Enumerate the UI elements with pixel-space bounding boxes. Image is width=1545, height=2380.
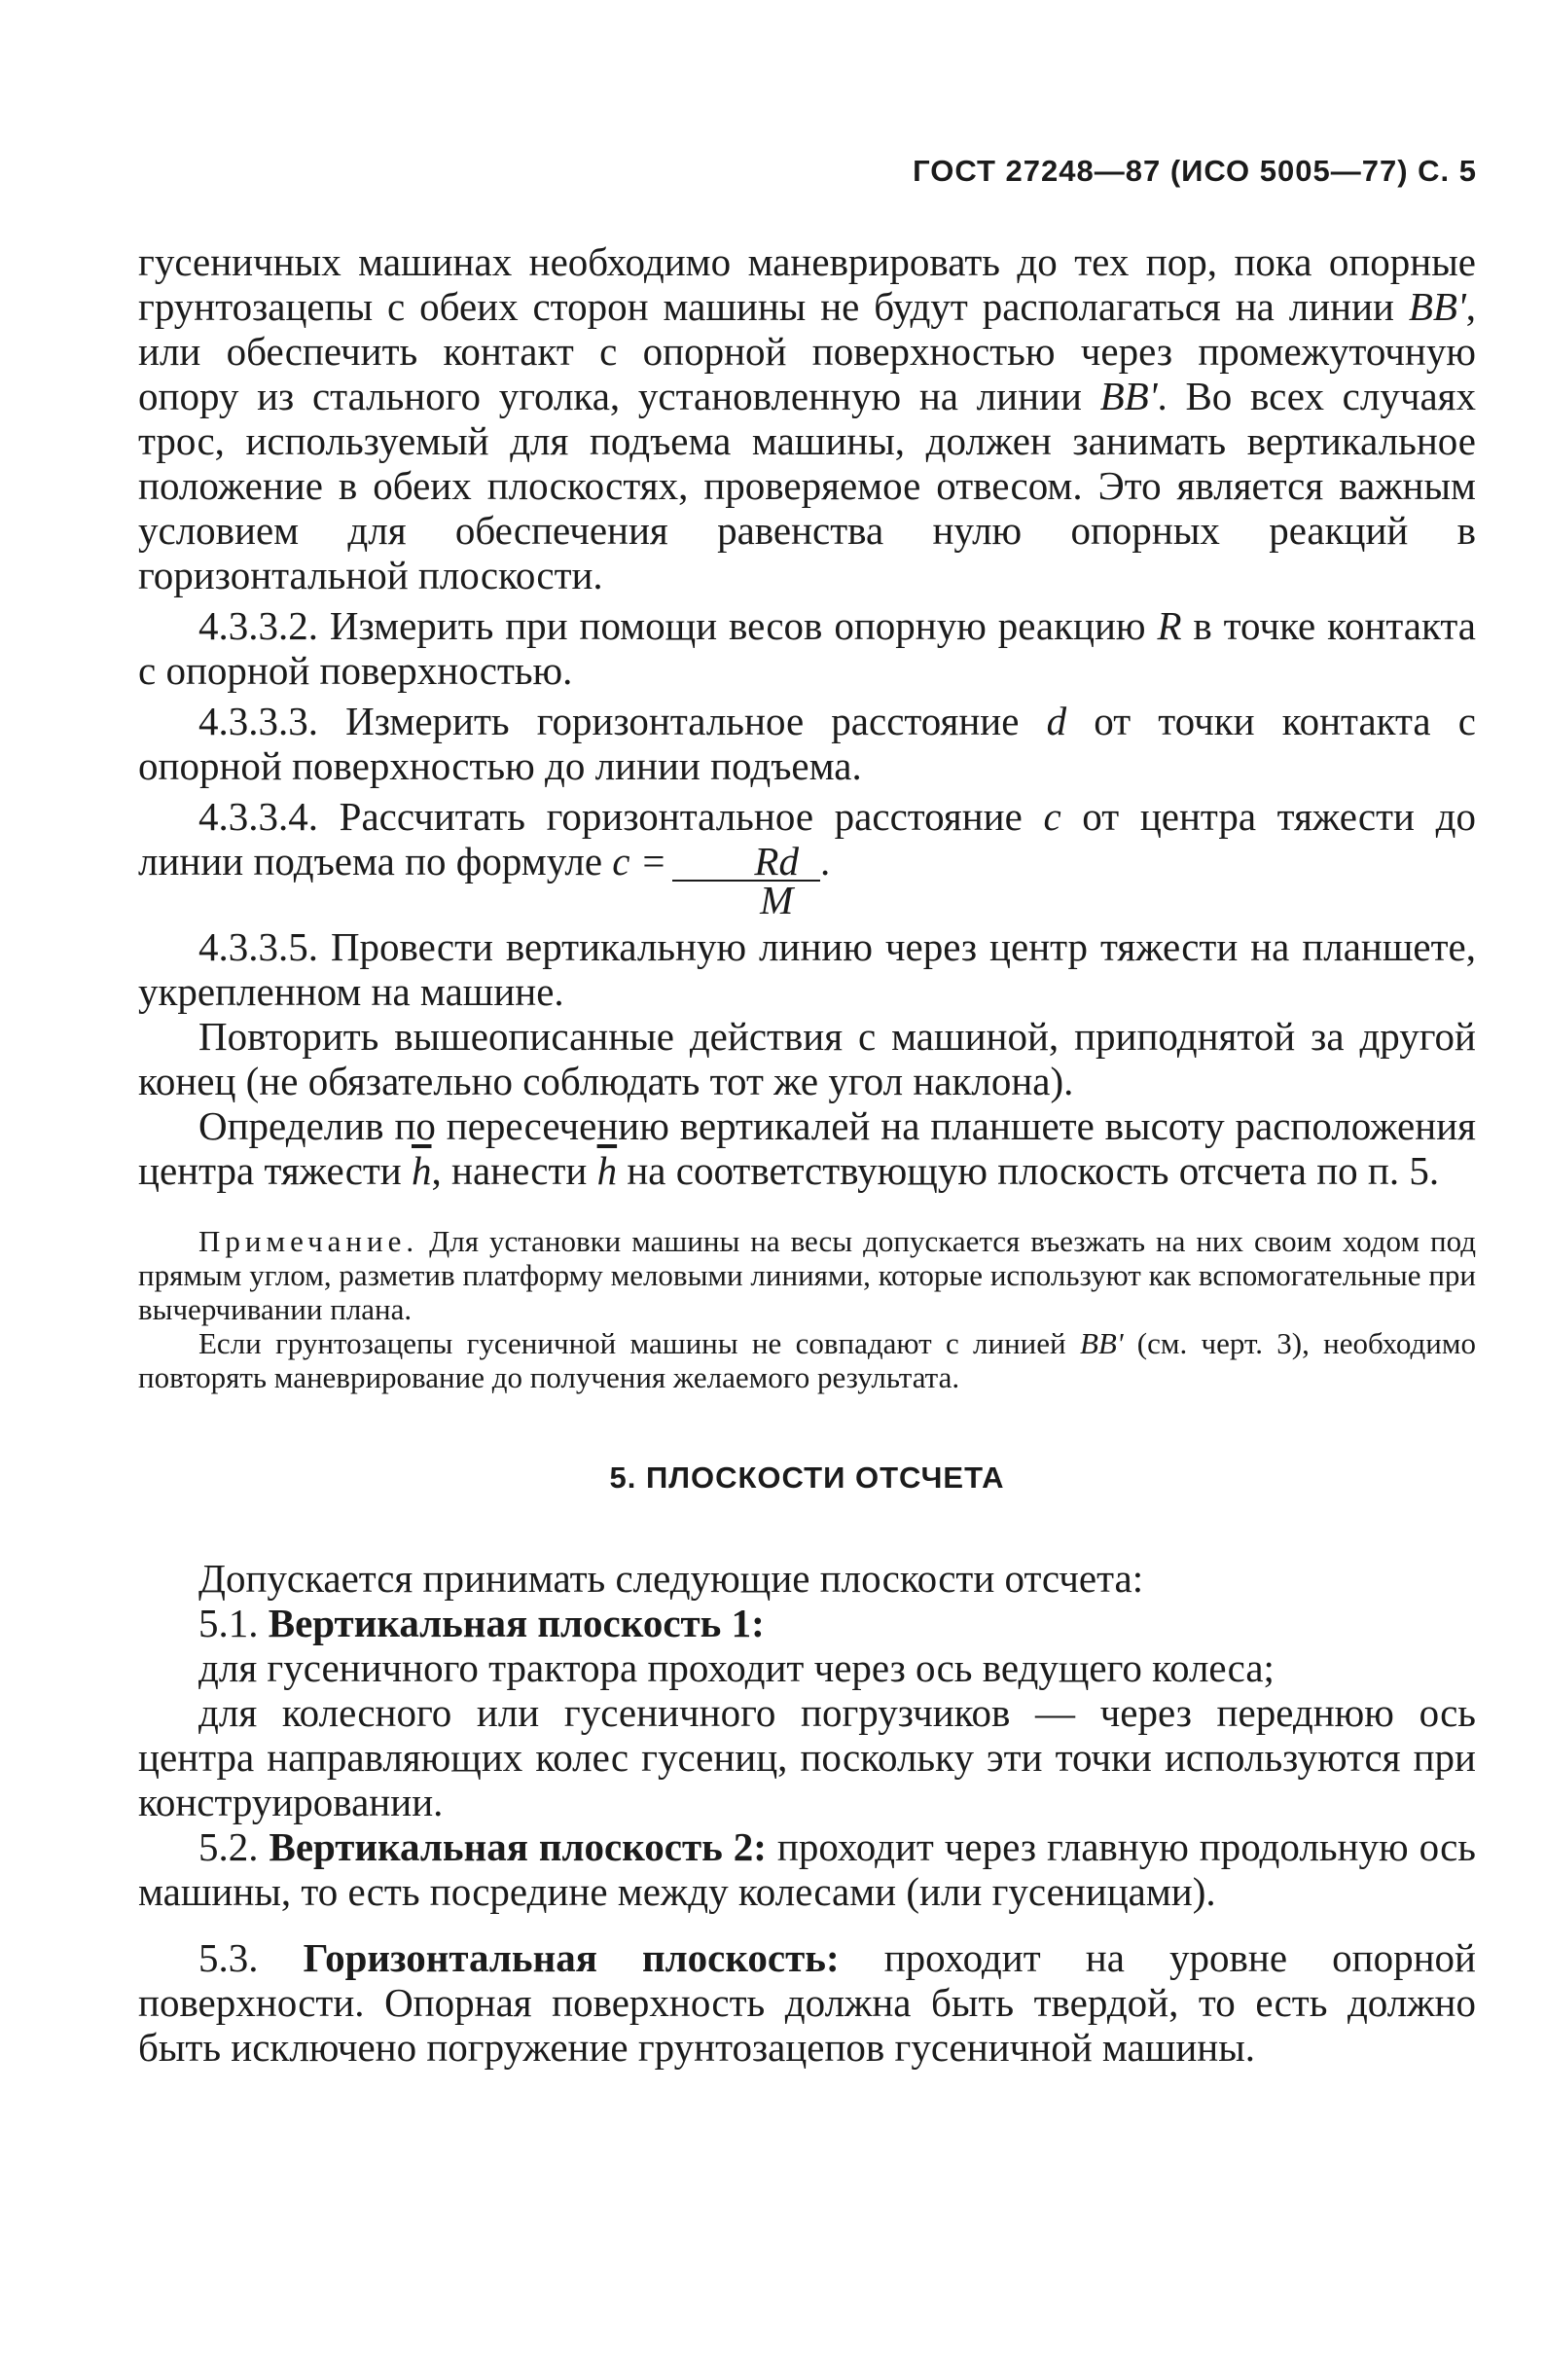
paragraph-repeat: Повторить вышеописанные действия с машиной, приподнятой за другой конец (не обязательно соблюдать тот же угол наклона). — [138, 1014, 1476, 1103]
clause-4-3-3-4: 4.3.3.4. Рассчитать горизонтальное расстояние с от центра тяжести до линии подъема по формуле с = $\frac{Rd}{M}$ . — [138, 794, 1476, 922]
clause-5-1-heading: 5.1. Вертикальная плоскость 1: — [198, 1601, 765, 1645]
clause-4-3-3-3: 4.3.3.3. Измерить горизонтальное расстояние d от точки контакта с опорной поверхностью до линии подъема. — [138, 699, 1476, 788]
clause-5-1-title: Вертикальная плоскость 1: — [268, 1601, 765, 1645]
section-intro: Допускается принимать следующие плоскости отсчета: — [198, 1556, 1144, 1601]
clause-5-2: 5.2. Вертикальная плоскость 2: проходит через главную продольную ось машины, то есть посредине между колесами (или гусеницами). — [138, 1824, 1477, 1914]
formula-numerator: Rd — [754, 839, 799, 883]
section-title: 5. ПЛОСКОСТИ ОТСЧЕТА — [609, 1460, 1005, 1495]
paragraph-define: Определив по пересечению вертикалей на планшете высоту расположения центра тяжести $\overline{h}$, нанести $\overline{h}$ на соответствующую плоскость отсчета по п. 5. — [138, 1103, 1476, 1193]
note-label: Примечание. — [198, 1224, 419, 1258]
clause-4-3-3-2: 4.3.3.2. Измерить при помощи весов опорную реакцию R в точке контакта с опорной поверхностью. — [138, 603, 1476, 693]
formula-denominator: M — [760, 878, 794, 922]
formula-fraction — [672, 839, 820, 922]
clause-5-3: 5.3. Горизонтальная плоскость: проходит на уровне опорной поверхности. Опорная поверхность должна быть твердой, то есть должно быть исключено погружение грунтозацепов гусеничной машины. — [138, 1935, 1476, 2070]
page-header: ГОСТ 27248—87 (ИСО 5005—77) С. 5 — [913, 154, 1477, 188]
clause-5-2-title: Вертикальная плоскость 2: — [269, 1824, 767, 1869]
note-block — [138, 1224, 1476, 1394]
clause-5-1-line-1: для гусеничного трактора проходит через ось ведущего колеса; — [198, 1645, 1275, 1690]
paragraph-intro: гусеничных машинах необходимо маневрировать до тех пор, пока опорные грунтозацепы с обеих сторон машины не будут располагаться на линии ВВ', или обеспечить контакт с опорной поверхностью через промежуточную опору из стального уголка, установленную на линии ВВ'. Во всех случаях трос, используемый для подъема машины, должен занимать вертикальное положение в обеих плоскостях, проверяемое отвесом. Это является важным условием для обеспечения равенства нулю опорных реакций в горизонтальной плоскости. — [138, 239, 1477, 597]
symbol-h: $\overline{h}$ — [596, 1148, 618, 1193]
page-content — [138, 239, 1476, 2070]
clause-5-3-title: Горизонтальная плоскость: — [303, 1935, 840, 1980]
note-paragraph-1: Примечание. Для установки машины на весы допускается въезжать на них своим ходом под прямым углом, разметив платформу меловыми линиями, которые используют как вспомогательные при вычерчивании плана. — [138, 1224, 1476, 1326]
symbol-h: $\overline{h}$ — [412, 1148, 432, 1193]
note-paragraph-2: Если грунтозацепы гусеничной машины не совпадают с линией ВВ' (см. черт. 3), необходимо повторять маневрирование до получения желаемого результата. — [138, 1326, 1476, 1394]
clause-5-1-line-2: для колесного или гусеничного погрузчиков — через переднюю ось центра направляющих колес гусениц, поскольку эти точки используются при конструировании. — [138, 1690, 1476, 1824]
formula-lhs: с = — [612, 839, 667, 883]
clause-4-3-3-5: 4.3.3.5. Провести вертикальную линию через центр тяжести на планшете, укрепленном на машине. — [138, 924, 1476, 1014]
